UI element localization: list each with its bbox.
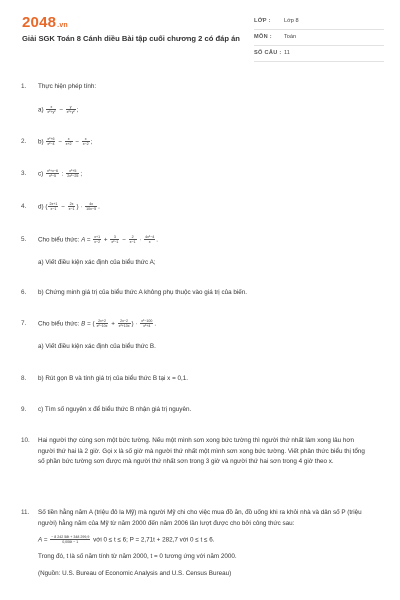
question-number: 2. <box>21 138 27 145</box>
question-text: b) Chứng minh giá trị của biểu thức A không phụ thuộc vào giá trị của biến. <box>38 289 248 296</box>
meta-info <box>254 14 384 62</box>
question-formula: a) $\frac{x}{\text{x²+y²}}$ − $\frac{y}{\text{x²+y²}}$ ; <box>38 104 79 114</box>
meta-value: Toán <box>284 34 297 40</box>
question-formula: b) $\frac{\text{x²+6}}{\text{x²−4}}$ − $\frac{x}{x+2}$ − $\frac{x}{x-2}$ ; <box>38 137 93 147</box>
question-number: 4. <box>21 203 27 210</box>
question-formula: d) ( $\frac{2x+1}{x-1}$ − $\frac{2x}{x-1}$ ) · $\frac{4x}{10x-5}$ . <box>38 202 100 212</box>
question-number: 6. <box>21 289 27 296</box>
meta-value: 11 <box>284 50 290 56</box>
question-number: 7. <box>21 320 27 327</box>
meta-row-count <box>254 46 384 62</box>
question-formula: Cho biểu thức: B = ( $\frac{2x+2}{\text{x²−10x}}$ + $\frac{2x-2}{\text{x²+10x}}$ ) · $\frac{\text{x²−100}}{\text{x²+4}}$ . <box>38 319 157 329</box>
question-text: Hai người thợ cùng sơn một bức tường. Nếu một mình sơn xong bức tường thì người thứ nhất làm xong lâu hơn người thứ hai là 2 giờ. Gọi x là số giờ mà người thứ nhất một mình sơn xong bức tường. Viết phân thức biểu thị tổng số phần bức tường sơn được mà người thứ nhất sơn trong 3 giờ và người thứ hai sơn trong 4 giờ theo x. <box>38 437 365 466</box>
question-formula: Cho biểu thức: A = $\frac{x+1}{x-2}$ + $\frac{3}{\text{x²−1}}$ − $\frac{2}{x-1}$ · $\frac{\text{4x²−4}}{x}$ . <box>38 235 158 245</box>
meta-label: MÔN : <box>254 34 272 40</box>
meta-label: SỐ CÂU : <box>254 50 282 56</box>
question-number: 1. <box>21 83 27 90</box>
question-number: 10. <box>21 437 30 444</box>
question-text: c) Tìm số nguyên x để biểu thức B nhận giá trị nguyên. <box>38 406 192 413</box>
site-logo[interactable]: 2048.vn <box>22 14 68 31</box>
question-source: (Nguồn: U.S. Bureau of Economic Analysis and U.S. Census Bureau) <box>38 569 232 577</box>
document-title: Giải SGK Toán 8 Cánh diều Bài tập cuối chương 2 có đáp án <box>22 34 240 43</box>
question-text: Thực hiện phép tính: <box>38 83 97 90</box>
question-number: 9. <box>21 406 27 413</box>
question-part-a: a) Viết điều kiện xác định của biểu thức A; <box>38 258 156 266</box>
question-formula: A = $\frac{- 8 242 58t + 348 299,9}{0,006t - 1}$ với 0 ≤ t ≤ 6; P = 2,71t + 282,7 với 0 ≤ t ≤ 6. <box>38 535 215 545</box>
question-formula: c) $\frac{\text{x²+x−6}}{\text{x²−5}}$ : $\frac{\text{x²+5}}{\text{2x²−25}}$ ; <box>38 169 83 179</box>
question-note: Trong đó, t là số năm tính từ năm 2000, t = 0 tương ứng với năm 2000. <box>38 553 237 561</box>
meta-label: LỚP : <box>254 18 271 24</box>
meta-row-class <box>254 14 384 30</box>
question-number: 3. <box>21 170 27 177</box>
question-number: 5. <box>21 236 27 243</box>
question-number: 8. <box>21 375 27 382</box>
header <box>0 0 400 62</box>
meta-row-subject <box>254 30 384 46</box>
question-text: Số tiền hằng năm A (triệu đô la Mỹ) mà người Mỹ chi cho việc mua đồ ăn, đồ uống khi ra khỏi nhà và dân số P (triệu người) hằng năm của Mỹ từ năm 2000 đến năm 2006 lần lượt được cho bởi công thức sau: <box>38 509 362 527</box>
meta-value: Lớp 8 <box>284 18 299 24</box>
question-number: 11. <box>21 509 30 516</box>
question-text: b) Rút gọn B và tính giá trị của biểu thức B tại x = 0,1. <box>38 375 189 382</box>
question-part-a: a) Viết điều kiện xác định của biểu thức B. <box>38 342 156 350</box>
